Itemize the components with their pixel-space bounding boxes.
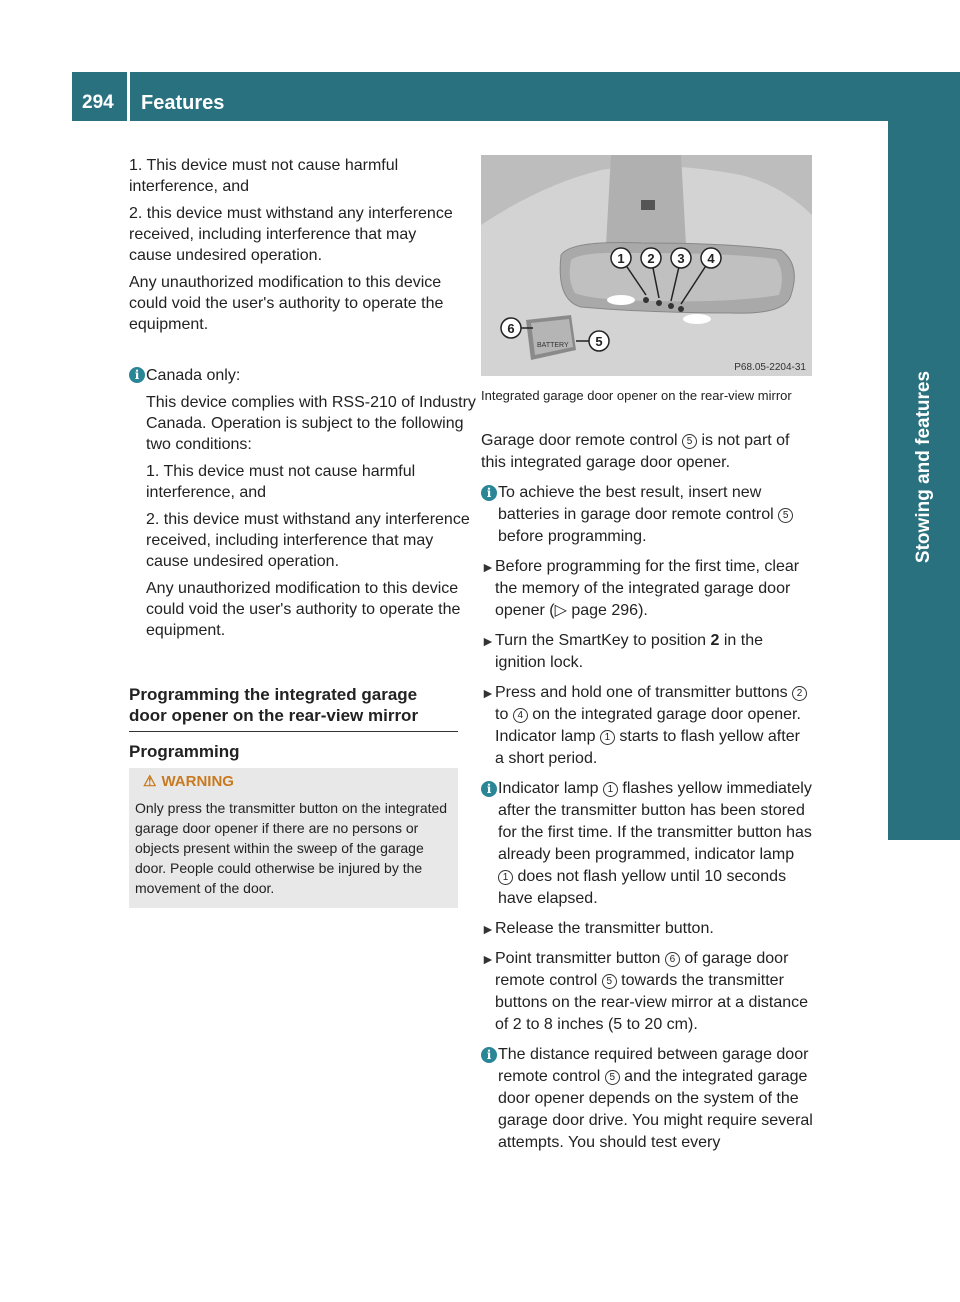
info-icon: i [129,367,145,383]
info-paragraph: 2. this device must withstand any interference received, including interference that may cause undesired operation. [146,511,470,570]
left-paragraph: Any unauthorized modification to this device could void the user's authority to operate the equipment. [129,274,444,333]
figure-caption: Integrated garage door opener on the rear-view mirror [481,388,792,403]
callout-6: 6 [507,321,515,336]
callout-1: 1 [617,251,625,266]
warning-text: Only press the transmitter button on the integrated garage door opener if there are no persons or objects present within the sweep of the garage door. People could otherwise be injured by the movement of the door. [135,800,448,896]
info-paragraph: This device complies with RSS-210 of Industry Canada. Operation is subject to the following two conditions: [146,394,476,453]
step-arrow-icon: ► [481,559,495,575]
warning-box [129,768,458,908]
info-icon: i [481,781,497,797]
side-tab-label: Stowing and features [913,370,934,564]
section-heading: Programming the integrated garage door opener on the rear-view mirror [129,684,458,732]
step-point-remote: ► Point transmitter button 6 of garage door remote control 5 towards the transmitter buttons on the rear-view mirror at a distance of 2 to 8 inches (5 to 20 cm). [481,950,809,1033]
info-icon: i [481,485,497,501]
page-header [72,72,888,121]
left-paragraph: 2. this device must withstand any interference received, including interference that may cause undesired operation. [129,205,453,264]
info-note-indicator: i Indicator lamp 1 flashes yellow immediately after the transmitter button has been stored for the first time. If the transmitter button has already been programmed, indicator lamp 1 does not flash yellow until 10 seconds have elapsed. [481,778,813,910]
step-arrow-icon: ► [481,633,495,649]
step-press-hold: ► Press and hold one of transmitter buttons 2 to 4 on the integrated garage door opener. Indicator lamp 1 starts to flash yellow after a short period. [481,682,813,770]
page-number: 294 [82,92,114,113]
right-column [481,430,813,1162]
battery-label: BATTERY [537,342,569,349]
side-tab [888,72,960,840]
info-paragraph: Any unauthorized modification to this device could void the user's authority to operate the equipment. [146,580,461,639]
step-turn-key: ► Turn the SmartKey to position 2 in the ignition lock. [481,632,764,671]
info-title: Canada only: [146,367,241,384]
left-column [129,155,459,341]
step-clear-memory: ► Before programming for the first time, clear the memory of the integrated garage door opener (▷ page 296). [481,558,800,619]
figure-ref-code: P68.05-2204-31 [734,362,806,373]
intro-paragraph: Garage door remote control 5 is not part of this integrated garage door opener. [481,432,790,471]
info-icon: i [481,1047,497,1063]
step-release: ► Release the transmitter button. [481,918,813,940]
step-arrow-icon: ► [481,921,495,937]
callout-5: 5 [595,334,603,349]
mirror-figure [481,155,812,376]
info-paragraph: 1. This device must not cause harmful interference, and [146,463,416,501]
mirror-illustration [481,155,812,376]
callout-2: 2 [647,251,655,266]
step-arrow-icon: ► [481,951,495,967]
header-divider [127,72,130,121]
warning-title: WARNING [161,773,234,790]
subsection-heading: Programming [129,742,240,761]
info-note-batteries: i To achieve the best result, insert new batteries in garage door remote control 5 before programming. [481,482,813,548]
step-arrow-icon: ► [481,685,495,701]
section-title: Features [141,92,225,114]
info-note-distance: i The distance required between garage door remote control 5 and the integrated garage door opener depends on the system of the garage door drive. You might require several attempts. You should test every [481,1044,813,1154]
warning-triangle-icon: ⚠ [143,773,157,790]
callout-4: 4 [707,251,715,266]
page-ref-icon: ▷ [554,602,572,619]
callout-3: 3 [677,251,685,266]
left-paragraph: 1. This device must not cause harmful interference, and [129,157,399,195]
